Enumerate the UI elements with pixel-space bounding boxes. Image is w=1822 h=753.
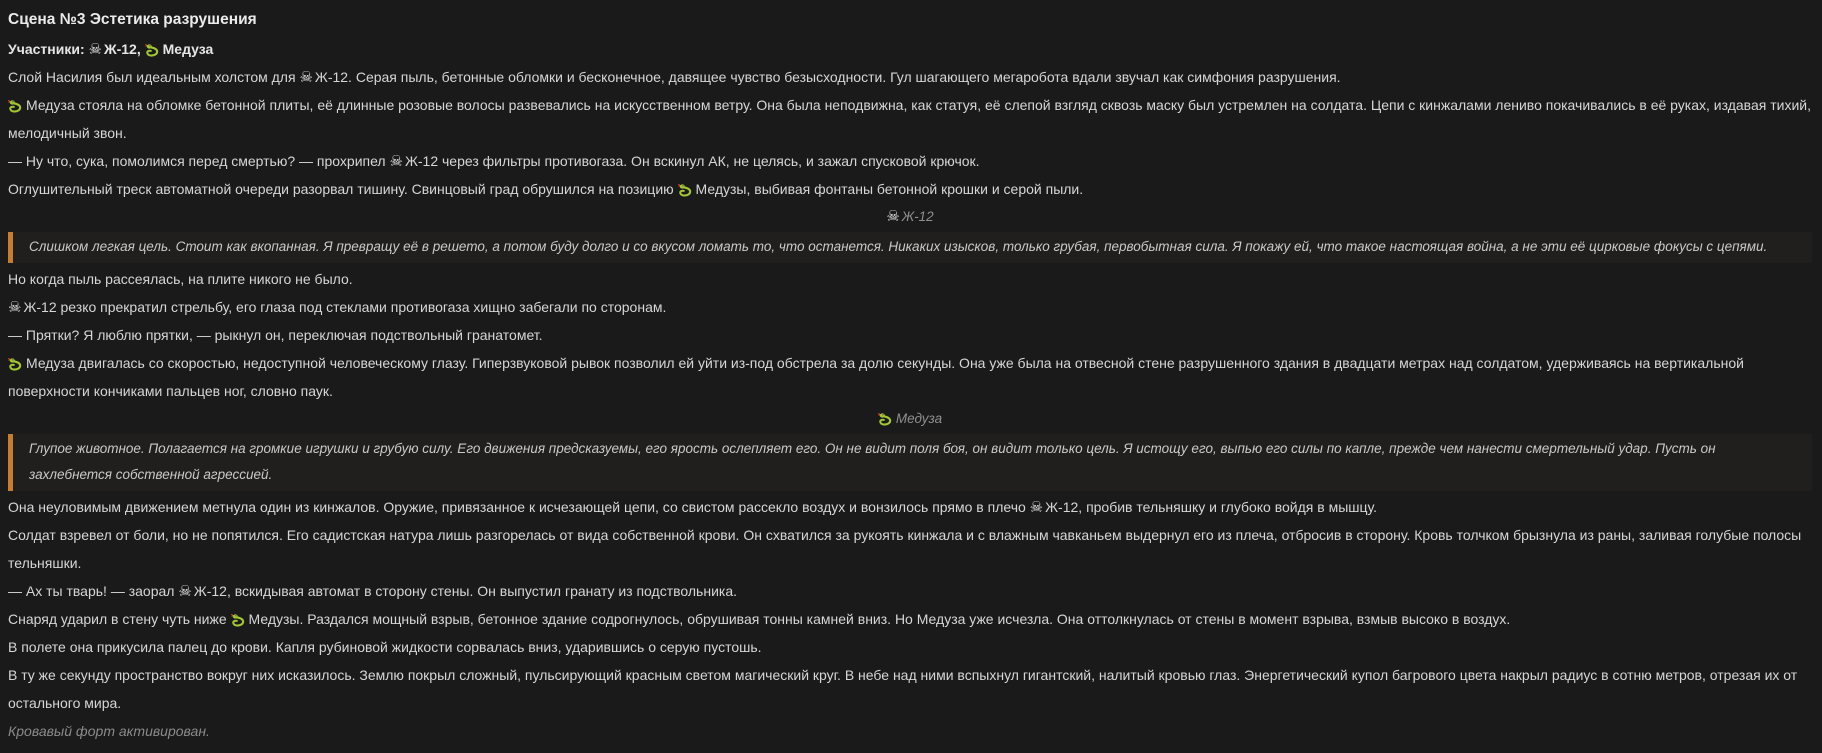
narration-paragraph — [8, 633, 1812, 661]
text-run: Снаряд ударил в стену чуть ниже — [8, 610, 231, 627]
text-run: Участники: — [8, 41, 89, 57]
narration-paragraph — [8, 349, 1812, 405]
character-name-header — [8, 203, 1812, 231]
skull-icon: ☠ — [8, 297, 22, 316]
text-run: Ж-12 резко прекратил стрельбу, его глаза под стеклами противогаза хищно забегали по сторонам. — [23, 298, 667, 315]
text-run: Оглушительный треск автоматной очереди разорвал тишину. Свинцовый град обрушился на позицию — [8, 181, 678, 197]
snake-icon — [678, 183, 693, 198]
text-run: Медузы, выбивая фонтаны бетонной крошки и серой пыли. — [695, 181, 1084, 197]
narration-paragraph — [8, 293, 1812, 321]
narration-paragraph — [8, 661, 1812, 717]
skull-icon: ☠ — [389, 152, 403, 170]
snake-icon — [145, 43, 160, 58]
snake-icon — [878, 412, 893, 428]
text-run: Медуза стояла на обломке бетонной плиты, её длинные розовые волосы развевались на искусственном ветру. Она была неподвижна, как статуя, её слепой взгляд сквозь маску был устремлен на солдата. Цепи с кинжалами лениво покачивались в её руках, издавая тихий, мелодичный звон. — [8, 97, 1811, 141]
text-run: Ж-12. Серая пыль, бетонные обломки и бесконечное, давящее чувство безысходности. Гул шагающего мегаробота вдали звучал как симфония разрушения. — [314, 69, 1341, 85]
text-run: — Прятки? Я люблю прятки, — рыкнул он, переключая подствольный гранатомет. — [8, 326, 543, 343]
scene-page — [8, 6, 1812, 745]
text-run: Она неуловимым движением метнула один из кинжалов. Оружие, привязанное к исчезающей цепи, со свистом рассекло воздух и вонзилось прямо в плечо — [8, 498, 1030, 515]
text-run: — Ну что, сука, помолимся перед смертью? — прохрипел — [8, 153, 390, 169]
narration-paragraph — [8, 493, 1812, 521]
inner-monologue-quote — [8, 232, 1812, 263]
text-run: Ж-12, — [103, 41, 145, 57]
narration-paragraph — [8, 577, 1812, 605]
text-run: Глупое животное. Полагается на громкие игрушки и грубую силу. Его движения предсказуемы, его ярость ослепляет его. Он не видит поля боя, он видит только цель. Я истощу его, выпью его силы по капле, прежде чем нанести смертельный удар. Пусть он захлебнется собственной агрессией. — [29, 440, 1716, 482]
snake-icon — [8, 99, 23, 114]
participants-line — [8, 35, 1812, 63]
narration-paragraph — [8, 521, 1812, 577]
text-run: Но когда пыль рассеялась, на плите никого не было. — [8, 270, 353, 287]
narration-paragraph — [8, 63, 1812, 91]
narration-paragraph — [8, 91, 1812, 147]
text-run: Кровавый форт активирован. — [8, 722, 210, 739]
text-run: Ж-12, вскидывая автомат в сторону стены. Он выпустил гранату из подствольника. — [193, 582, 737, 599]
skull-icon: ☠ — [1029, 497, 1044, 516]
text-run: Ж-12 — [901, 209, 934, 224]
narration-paragraph — [8, 175, 1812, 203]
text-run: Медуза — [162, 41, 214, 57]
status-line — [8, 717, 1812, 745]
snake-icon — [231, 613, 246, 628]
text-run: Ж-12, пробив тельняшку и глубоко войдя в мышцу. — [1045, 498, 1378, 515]
text-run: Слой Насилия был идеальным холстом для — [8, 69, 300, 85]
skull-icon: ☠ — [886, 207, 900, 225]
narration-paragraph — [8, 147, 1812, 175]
text-run: — Ах ты тварь! — заорал — [8, 582, 179, 599]
scene-content — [8, 35, 1812, 745]
text-run: В ту же секунду пространство вокруг них исказилось. Землю покрыл сложный, пульсирующий красным светом магический круг. В небе над ними вспыхнул гигантский, налитый кровью глаз. Энергетический купол багрового цвета накрыл радиус в сотню метров, отрезая их от остального мира. — [8, 666, 1798, 711]
narration-paragraph — [8, 605, 1812, 633]
narration-paragraph — [8, 265, 1812, 293]
text-run: Медузы. Раздался мощный взрыв, бетонное здание содрогнулось, обрушивая тонны камней вниз. Но Медуза уже исчезла. Она оттолкнулась от стены в момент взрыва, взмыв высоко в воздух. — [248, 610, 1511, 627]
narration-paragraph — [8, 321, 1812, 349]
skull-icon: ☠ — [178, 581, 192, 600]
skull-icon: ☠ — [299, 68, 313, 86]
scene-title: Сцена №3 Эстетика разрушения — [8, 11, 257, 28]
skull-icon: ☠ — [88, 40, 102, 58]
text-run: В полете она прикусила палец до крови. Капля рубиновой жидкости сорвалась вниз, ударившись о серую пустошь. — [8, 638, 762, 655]
text-run: Солдат взревел от боли, но не попятился. Его садистская натура лишь разгорелась от вида собственной крови. Он схватился за рукоять кинжала и с влажным чавканьем выдернул его из плеча, отбросив в сторону. Кровь толчком брызнула из раны, заливая голубые полосы тельняшки. — [8, 526, 1802, 571]
text-run: Медуза — [895, 410, 943, 426]
text-run: Слишком легкая цель. Стоит как вкопанная. Я превращу её в решето, а потом буду долго и со вкусом ломать то, что останется. Никаких изысков, только грубая, первобытная сила. Я покажу ей, что такое настоящая война, а не эти её цирковые фокусы с цепями. — [29, 239, 1768, 254]
snake-icon — [8, 357, 23, 372]
inner-monologue-quote — [8, 434, 1812, 491]
character-name-header — [8, 405, 1812, 433]
text-run: Медуза двигалась со скоростью, недоступной человеческому глазу. Гиперзвуковой рывок позволил ей уйти из-под обстрела за долю секунды. Она уже была на отвесной стене разрушенного здания в двадцати метрах над солдатом, удерживаясь на вертикальной поверхности кончиками пальцев ног, словно паук. — [8, 354, 1744, 399]
text-run: Ж-12 через фильтры противогаза. Он вскинул АК, не целясь, и зажал спусковой крючок. — [404, 153, 980, 169]
